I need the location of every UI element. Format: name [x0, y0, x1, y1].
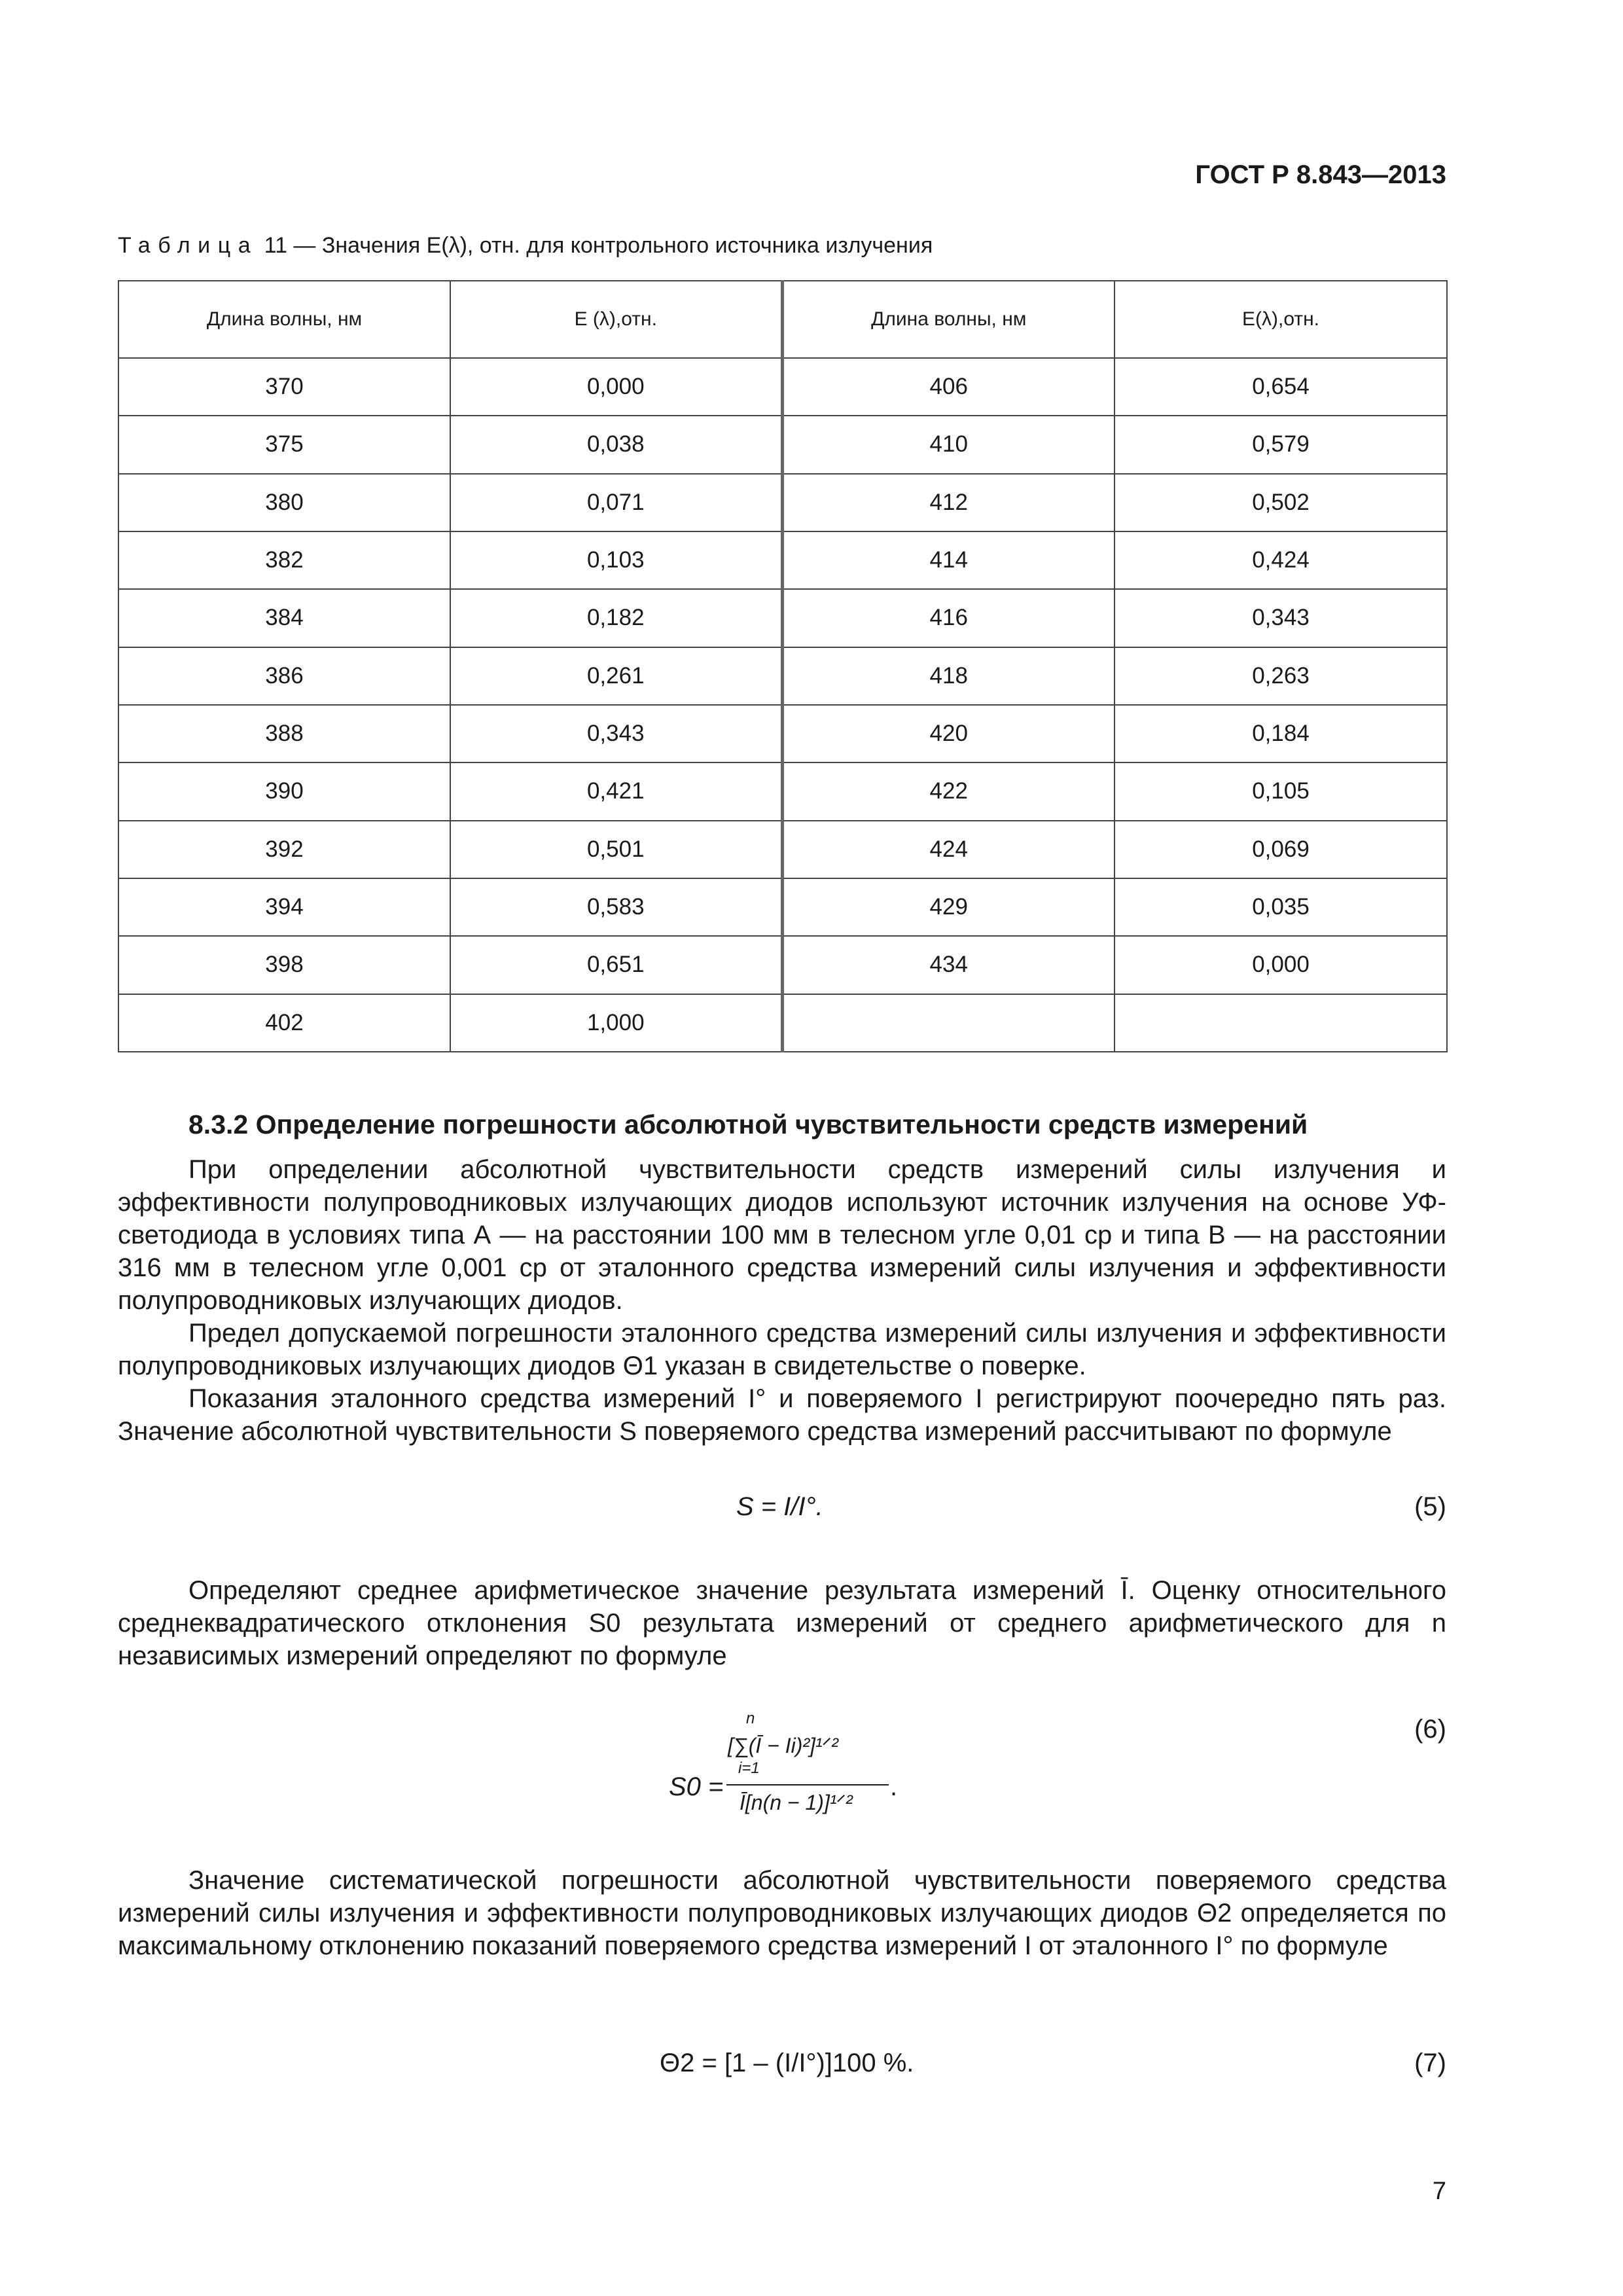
table-row: [118, 358, 1447, 416]
table-row: [118, 531, 1447, 589]
cell-wavelength-right: 420: [782, 705, 1115, 762]
cell-e-right: 0,000: [1115, 936, 1447, 994]
paragraph-4: Определяют среднее арифметическое значение результата измерений Ī. Оценку относительного среднеквадратического отклонения S0 результата измерений от среднего арифметического для n независимых измерений определяют по формуле: [118, 1576, 1446, 1670]
table-row: [118, 474, 1447, 531]
cell-wavelength-left: 382: [118, 531, 450, 589]
cell-e-left: 0,038: [450, 416, 782, 473]
cell-e-left: 0,343: [450, 705, 782, 762]
page-number: 7: [1432, 2178, 1446, 2205]
formula-7: Θ2 = [1 – (I/I°)]100 %.: [660, 2049, 914, 2077]
wavelength-table: [118, 280, 1448, 1052]
formula-5: S = I/I°.: [736, 1492, 823, 1521]
paragraph-1: При определении абсолютной чувствительности средств измерений силы излучения и эффективности полупроводниковых излучающих диодов используют источник излучения на основе УФ-светодиода в условиях типа А — на расстоянии 100 мм в телесном угле 0,01 ср и типа В — на расстоянии 316 мм в телесном угле 0,001 ср от эталонного средства измерений силы излучения и эффективности полупроводниковых излучающих диодов.: [118, 1155, 1446, 1315]
cell-wavelength-right: 424: [782, 821, 1115, 878]
cell-wavelength-left: 384: [118, 589, 450, 647]
section-heading: 8.3.2 Определение погрешности абсолютной чувствительности средств измерений: [188, 1109, 1308, 1139]
equation-number-7: (7): [1414, 2049, 1446, 2077]
cell-e-left: 0,501: [450, 821, 782, 878]
table-row: [118, 936, 1447, 994]
cell-wavelength-left: 370: [118, 358, 450, 416]
cell-wavelength-left: 390: [118, 762, 450, 820]
cell-e-right: 0,105: [1115, 762, 1447, 820]
table-row: [118, 994, 1447, 1052]
header-wavelength-right: Длина волны, нм: [782, 281, 1115, 358]
equation-number-5: (5): [1414, 1492, 1446, 1521]
cell-e-right: 0,069: [1115, 821, 1447, 878]
cell-wavelength-left: 375: [118, 416, 450, 473]
paragraph-2: Предел допускаемой погрешности эталонного средства измерений силы излучения и эффективности полупроводниковых излучающих диодов Θ1 указан в свидетельстве о поверке.: [118, 1319, 1446, 1380]
cell-wavelength-left: 402: [118, 994, 450, 1052]
formula-6-fraction-bar: [726, 1784, 889, 1785]
table-header-row: [118, 281, 1447, 358]
cell-wavelength-left: 394: [118, 878, 450, 936]
cell-wavelength-right: 429: [782, 878, 1115, 936]
cell-wavelength-right: 414: [782, 531, 1115, 589]
table-caption: [118, 233, 933, 259]
formula-6-sum-bottom: i=1: [738, 1759, 760, 1777]
cell-e-right: 0,263: [1115, 647, 1447, 705]
formula-6-denominator: Ī[n(n − 1)]¹ᐟ²: [740, 1791, 853, 1814]
cell-e-right: 0,654: [1115, 358, 1447, 416]
cell-e-left: 0,261: [450, 647, 782, 705]
cell-e-left: 0,182: [450, 589, 782, 647]
cell-e-left: 1,000: [450, 994, 782, 1052]
formula-6-period: .: [890, 1772, 898, 1801]
cell-e-left: 0,421: [450, 762, 782, 820]
cell-e-right: 0,343: [1115, 589, 1447, 647]
table-caption-text: 11 — Значения E(λ), отн. для контрольного источника излучения: [258, 233, 933, 258]
cell-e-left: 0,000: [450, 358, 782, 416]
equation-number-6: (6): [1414, 1715, 1446, 1744]
cell-e-left: 0,651: [450, 936, 782, 994]
cell-wavelength-right: 406: [782, 358, 1115, 416]
cell-e-right: 0,424: [1115, 531, 1447, 589]
cell-wavelength-left: 398: [118, 936, 450, 994]
cell-wavelength-right: 416: [782, 589, 1115, 647]
cell-e-right: 0,184: [1115, 705, 1447, 762]
table-row: [118, 705, 1447, 762]
cell-wavelength-right: 412: [782, 474, 1115, 531]
cell-wavelength-right: 434: [782, 936, 1115, 994]
cell-e-right: [1115, 994, 1447, 1052]
table-row: [118, 878, 1447, 936]
cell-wavelength-right: 418: [782, 647, 1115, 705]
table-row: [118, 821, 1447, 878]
cell-wavelength-left: 380: [118, 474, 450, 531]
header-e-left: E (λ),отн.: [450, 281, 782, 358]
header-wavelength-left: Длина волны, нм: [118, 281, 450, 358]
cell-wavelength-left: 388: [118, 705, 450, 762]
cell-wavelength-left: 392: [118, 821, 450, 878]
cell-e-right: 0,579: [1115, 416, 1447, 473]
cell-e-left: 0,583: [450, 878, 782, 936]
table-row: [118, 647, 1447, 705]
cell-e-left: 0,103: [450, 531, 782, 589]
formula-6-lhs: S0 =: [669, 1772, 724, 1801]
formula-6-numerator: [∑(Ī − Ii)²]¹ᐟ²: [728, 1734, 838, 1757]
cell-wavelength-right: [782, 994, 1115, 1052]
document-code: ГОСТ Р 8.843—2013: [1195, 160, 1446, 189]
paragraph-5: Значение систематической погрешности абсолютной чувствительности поверяемого средства измерений силы излучения и эффективности полупроводниковых излучающих диодов Θ2 определяется по максимальному отклонению показаний поверяемого средства измерений I от эталонного I° по формуле: [118, 1866, 1446, 1960]
table-row: [118, 762, 1447, 820]
paragraph-3: Показания эталонного средства измерений I° и поверяемого I регистрируют поочередно пять раз. Значение абсолютной чувствительности S поверяемого средства измерений рассчитывают по формуле: [118, 1384, 1446, 1446]
cell-e-right: 0,502: [1115, 474, 1447, 531]
table-row: [118, 589, 1447, 647]
table-caption-label: Таблица: [118, 233, 259, 258]
cell-wavelength-right: 410: [782, 416, 1115, 473]
cell-wavelength-right: 422: [782, 762, 1115, 820]
header-e-right: E(λ),отн.: [1115, 281, 1447, 358]
formula-6-sum-top: n: [746, 1710, 755, 1727]
cell-e-right: 0,035: [1115, 878, 1447, 936]
cell-wavelength-left: 386: [118, 647, 450, 705]
cell-e-left: 0,071: [450, 474, 782, 531]
table-row: [118, 416, 1447, 473]
